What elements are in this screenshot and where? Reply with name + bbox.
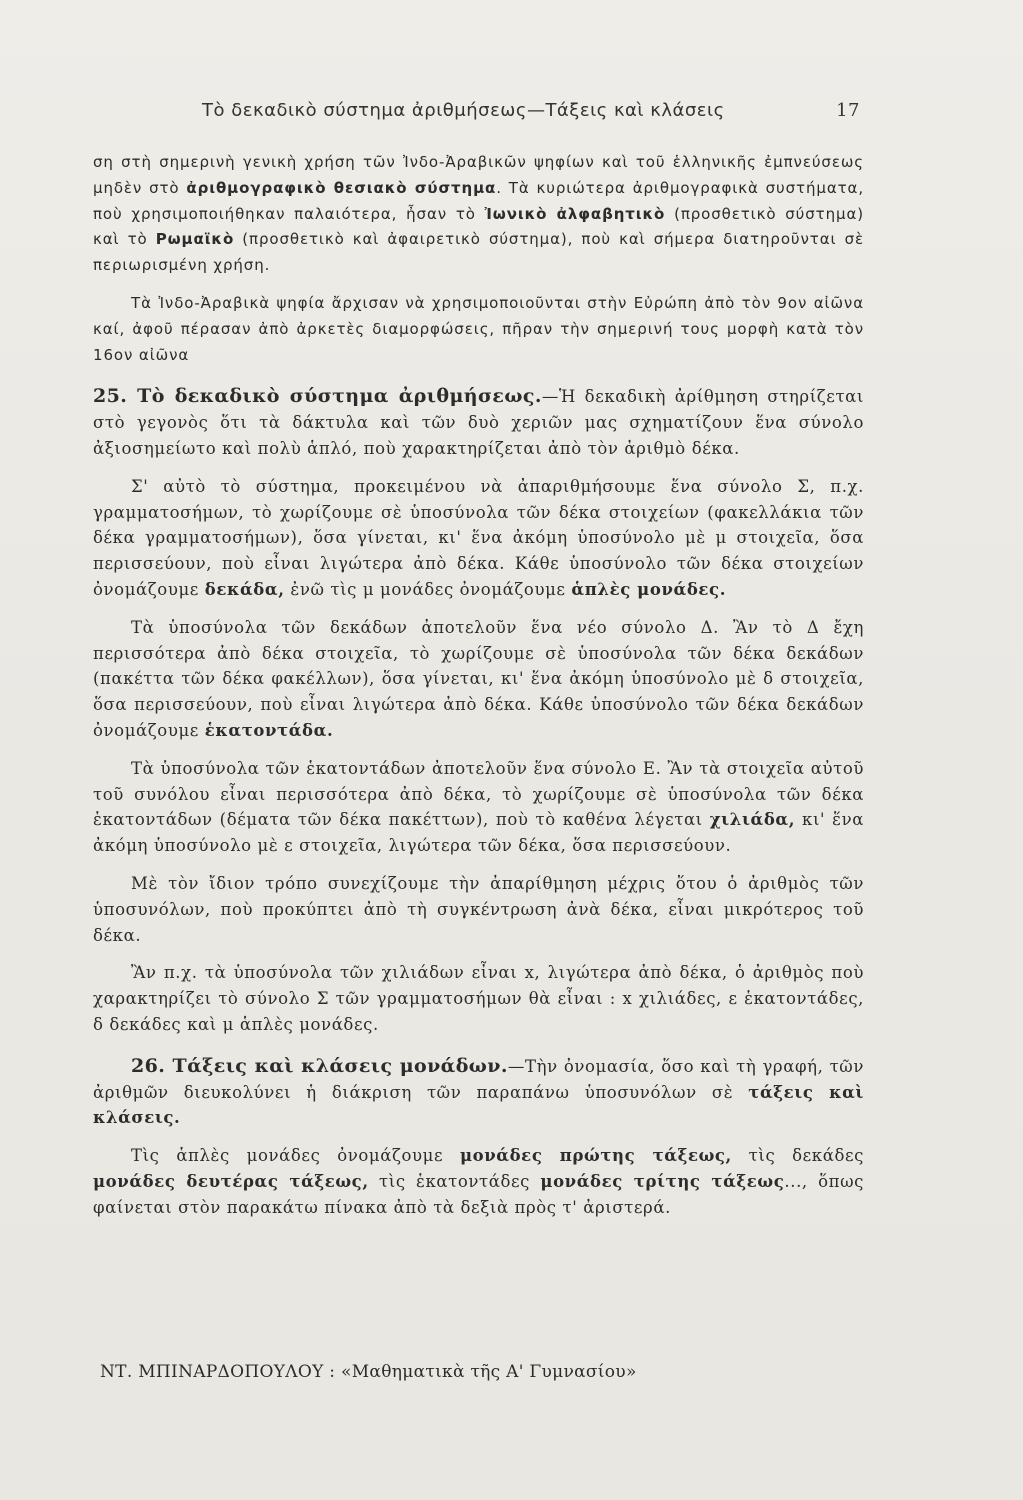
bold-term: χιλιάδα, xyxy=(709,810,796,830)
text-span: —Ἡ δεκαδικὴ ἀρίθμηση στηρίζεται στὸ γεγονὸς ὅτι τὰ δάκτυλα καὶ τῶν δυὸ χεριῶν μας σχηματίζουν ἕνα σύνολο ἀξιοσημείωτο καὶ πολὺ ἁπλό, ποὺ χαρακτηρίζεται ἀπὸ τὸν ἀριθμὸ δέκα. xyxy=(93,387,864,458)
text-span: Τὰ ὑποσύνολα τῶν ἑκατοντάδων ἀποτελοῦν ἕνα σύνολο Ε. Ἂν τὰ στοιχεῖα αὐτοῦ τοῦ συνόλου εἶναι περισσότερα ἀπὸ δέκα, τὸ χωρίζουμε σὲ ὑποσύνολα τῶν δέκα ἑκατοντάδων (δέματα τῶν δέκα πακέττων), ποὺ τὸ καθένα λέγεται xyxy=(93,758,864,830)
text-span: (προσθετικὸ σύστημα) καὶ τὸ xyxy=(93,204,864,249)
book-footer: ΝΤ. ΜΠΙΝΑΡΔΟΠΟΥΛΟΥ : «Μαθηματικὰ τῆς Α' Γυμνασίου» xyxy=(100,1362,637,1382)
text-span: Σ' αὐτὸ τὸ σύστημα, προκειμένου νὰ ἀπαριθμήσουμε ἕνα σύνολο Σ, π.χ. γραμματοσήμων, τὸ χωρίζουμε σὲ ὑποσύνολα τῶν δέκα στοιχείων (φακελλάκια τῶν δέκα γραμματοσήμων), ὅσα γίνεται, κι' ἕνα ἀκόμη ὑποσύνολο μὲ μ στοιχεῖα, ὅσα περισσεύουν, ποὺ εἶναι λιγώτερα ἀπὸ δέκα. Κάθε ὑποσύνολο τῶν δέκα στοιχείων ὀνομάζουμε xyxy=(93,476,864,599)
text-span: ση στὴ σημερινὴ γενικὴ χρήση τῶν Ἰνδο-Ἀραβικῶν ψηφίων καὶ τοῦ ἑλληνικῆς ἐμπνεύσεως μηδὲν στὸ xyxy=(93,153,864,197)
text-span: Τὶς ἁπλὲς μονάδες ὀνομάζουμε xyxy=(131,1146,460,1166)
running-title: Τὸ δεκαδικὸ σύστημα ἀριθμήσεως—Τάξεις καὶ κλάσεις xyxy=(202,100,725,121)
bold-term: ἀριθμογραφικὸ θεσιακὸ σύστημα xyxy=(186,178,497,197)
text-span: (προσθετικὸ καὶ ἀφαιρετικὸ σύστημα), ποὺ καὶ σήμερα διατηροῦνται σὲ περιωρισμένη χρήση. xyxy=(93,230,864,275)
section-26-paragraph-1 xyxy=(93,1054,864,1131)
text-span: Τὰ ὑποσύνολα τῶν δεκάδων ἀποτελοῦν ἕνα νέο σύνολο Δ. Ἂν τὸ Δ ἔχη περισσότερα ἀπὸ δέκα στοιχεῖα, τὸ χωρίζουμε σὲ ὑποσύνολα τῶν δέκα δεκάδων (πακέττα τῶν δέκα φακέλλων), ὅσα γίνεται, κι' ἕνα ἀκόμη ὑποσύνολο μὲ δ στοιχεῖα, ὅσα περισσεύουν, ποὺ εἶναι λιγώτερα ἀπὸ δέκα. Κάθε ὑποσύνολο τῶν δέκα δεκάδων ὀνομάζουμε xyxy=(93,617,864,740)
section-25-paragraph-3 xyxy=(93,615,864,744)
intro-paragraph-1 xyxy=(93,150,864,279)
text-span: ἐνῶ τὶς μ μονάδες ὀνομάζουμε xyxy=(284,579,572,599)
bold-term: Ἰωνικὸ ἀλφαβητικὸ xyxy=(484,204,666,223)
section-25-paragraph-5: Μὲ τὸν ἴδιον τρόπο συνεχίζουμε τὴν ἀπαρίθμηση μέχρις ὅτου ὁ ἀριθμὸς τῶν ὑποσυνόλων, ποὺ προκύπτει ἀπὸ τὴ συγκέντρωση ἀνὰ δέκα, εἶναι μικρότερος τοῦ δέκα. xyxy=(93,873,864,945)
section-25-paragraph-1 xyxy=(93,384,864,461)
bold-term: δεκάδα, xyxy=(204,579,285,599)
bold-term: μονάδες πρώτης τάξεως, xyxy=(459,1146,732,1166)
text-span: κι' ἕνα ἀκόμη ὑποσύνολο μὲ ε στοιχεῖα, λιγώτερα τῶν δέκα, ὅσα περισσεύουν. xyxy=(93,810,864,856)
bold-term: Ρωμαϊκὸ xyxy=(155,230,235,249)
bold-term: μονάδες δευτέρας τάξεως, xyxy=(93,1171,369,1191)
section-26-heading: 26. Τάξεις καὶ κλάσεις μονάδων. xyxy=(131,1054,508,1077)
text-span: τὶς ἑκατοντάδες xyxy=(368,1171,541,1191)
page-body xyxy=(93,150,864,1232)
bold-term: ἑκατοντάδα. xyxy=(204,720,334,740)
bold-term: ἁπλὲς μονάδες. xyxy=(571,579,727,599)
text-span: τὶς δεκάδες xyxy=(731,1146,864,1166)
section-25-paragraph-2 xyxy=(93,474,864,603)
text-span: . Τὰ κυριώτερα ἀριθμογραφικὰ συστήματα, ποὺ χρησιμοποιήθηκαν παλαιότερα, ἦσαν τὸ xyxy=(93,178,865,223)
bold-term: μονάδες τρίτης τάξεως xyxy=(540,1171,785,1191)
bold-term: τάξεις καὶ κλάσεις. xyxy=(93,1082,864,1128)
text-span: ..., ὅπως φαίνεται στὸν παρακάτω πίνακα ἀπὸ τὰ δεξιὰ πρὸς τ' ἀριστερά. xyxy=(93,1171,865,1217)
section-25-paragraph-4 xyxy=(93,756,864,859)
page-number: 17 xyxy=(836,100,860,121)
intro-paragraph-2: Τὰ Ἰνδο-Ἀραβικὰ ψηφία ἄρχισαν νὰ χρησιμοποιοῦνται στὴν Εὐρώπη ἀπὸ τὸν 9ον αἰῶνα καί, ἀφοῦ πέρασαν ἀπὸ ἀρκετὲς διαμορφώσεις, πῆραν τὴν σημερινή τους μορφὴ κατὰ τὸν 16ον αἰῶνα xyxy=(93,293,864,364)
section-26-paragraph-2 xyxy=(93,1143,864,1220)
section-25-heading: 25. Τὸ δεκαδικὸ σύστημα ἀριθμήσεως. xyxy=(93,385,542,408)
section-25-paragraph-6: Ἂν π.χ. τὰ ὑποσύνολα τῶν χιλιάδων εἶναι x, λιγώτερα ἀπὸ δέκα, ὁ ἀριθμὸς ποὺ χαρακτηρίζει τὸ σύνολο Σ τῶν γραμματοσήμων θὰ εἶναι : x χιλιάδες, ε ἑκατοντάδες, δ δεκάδες καὶ μ ἁπλὲς μονάδες. xyxy=(93,963,864,1034)
text-span: —Τὴν ὀνομασία, ὅσο καὶ τὴ γραφή, τῶν ἀριθμῶν διευκολύνει ἡ διάκριση τῶν παραπάνω ὑποσυνόλων σὲ xyxy=(93,1056,864,1102)
